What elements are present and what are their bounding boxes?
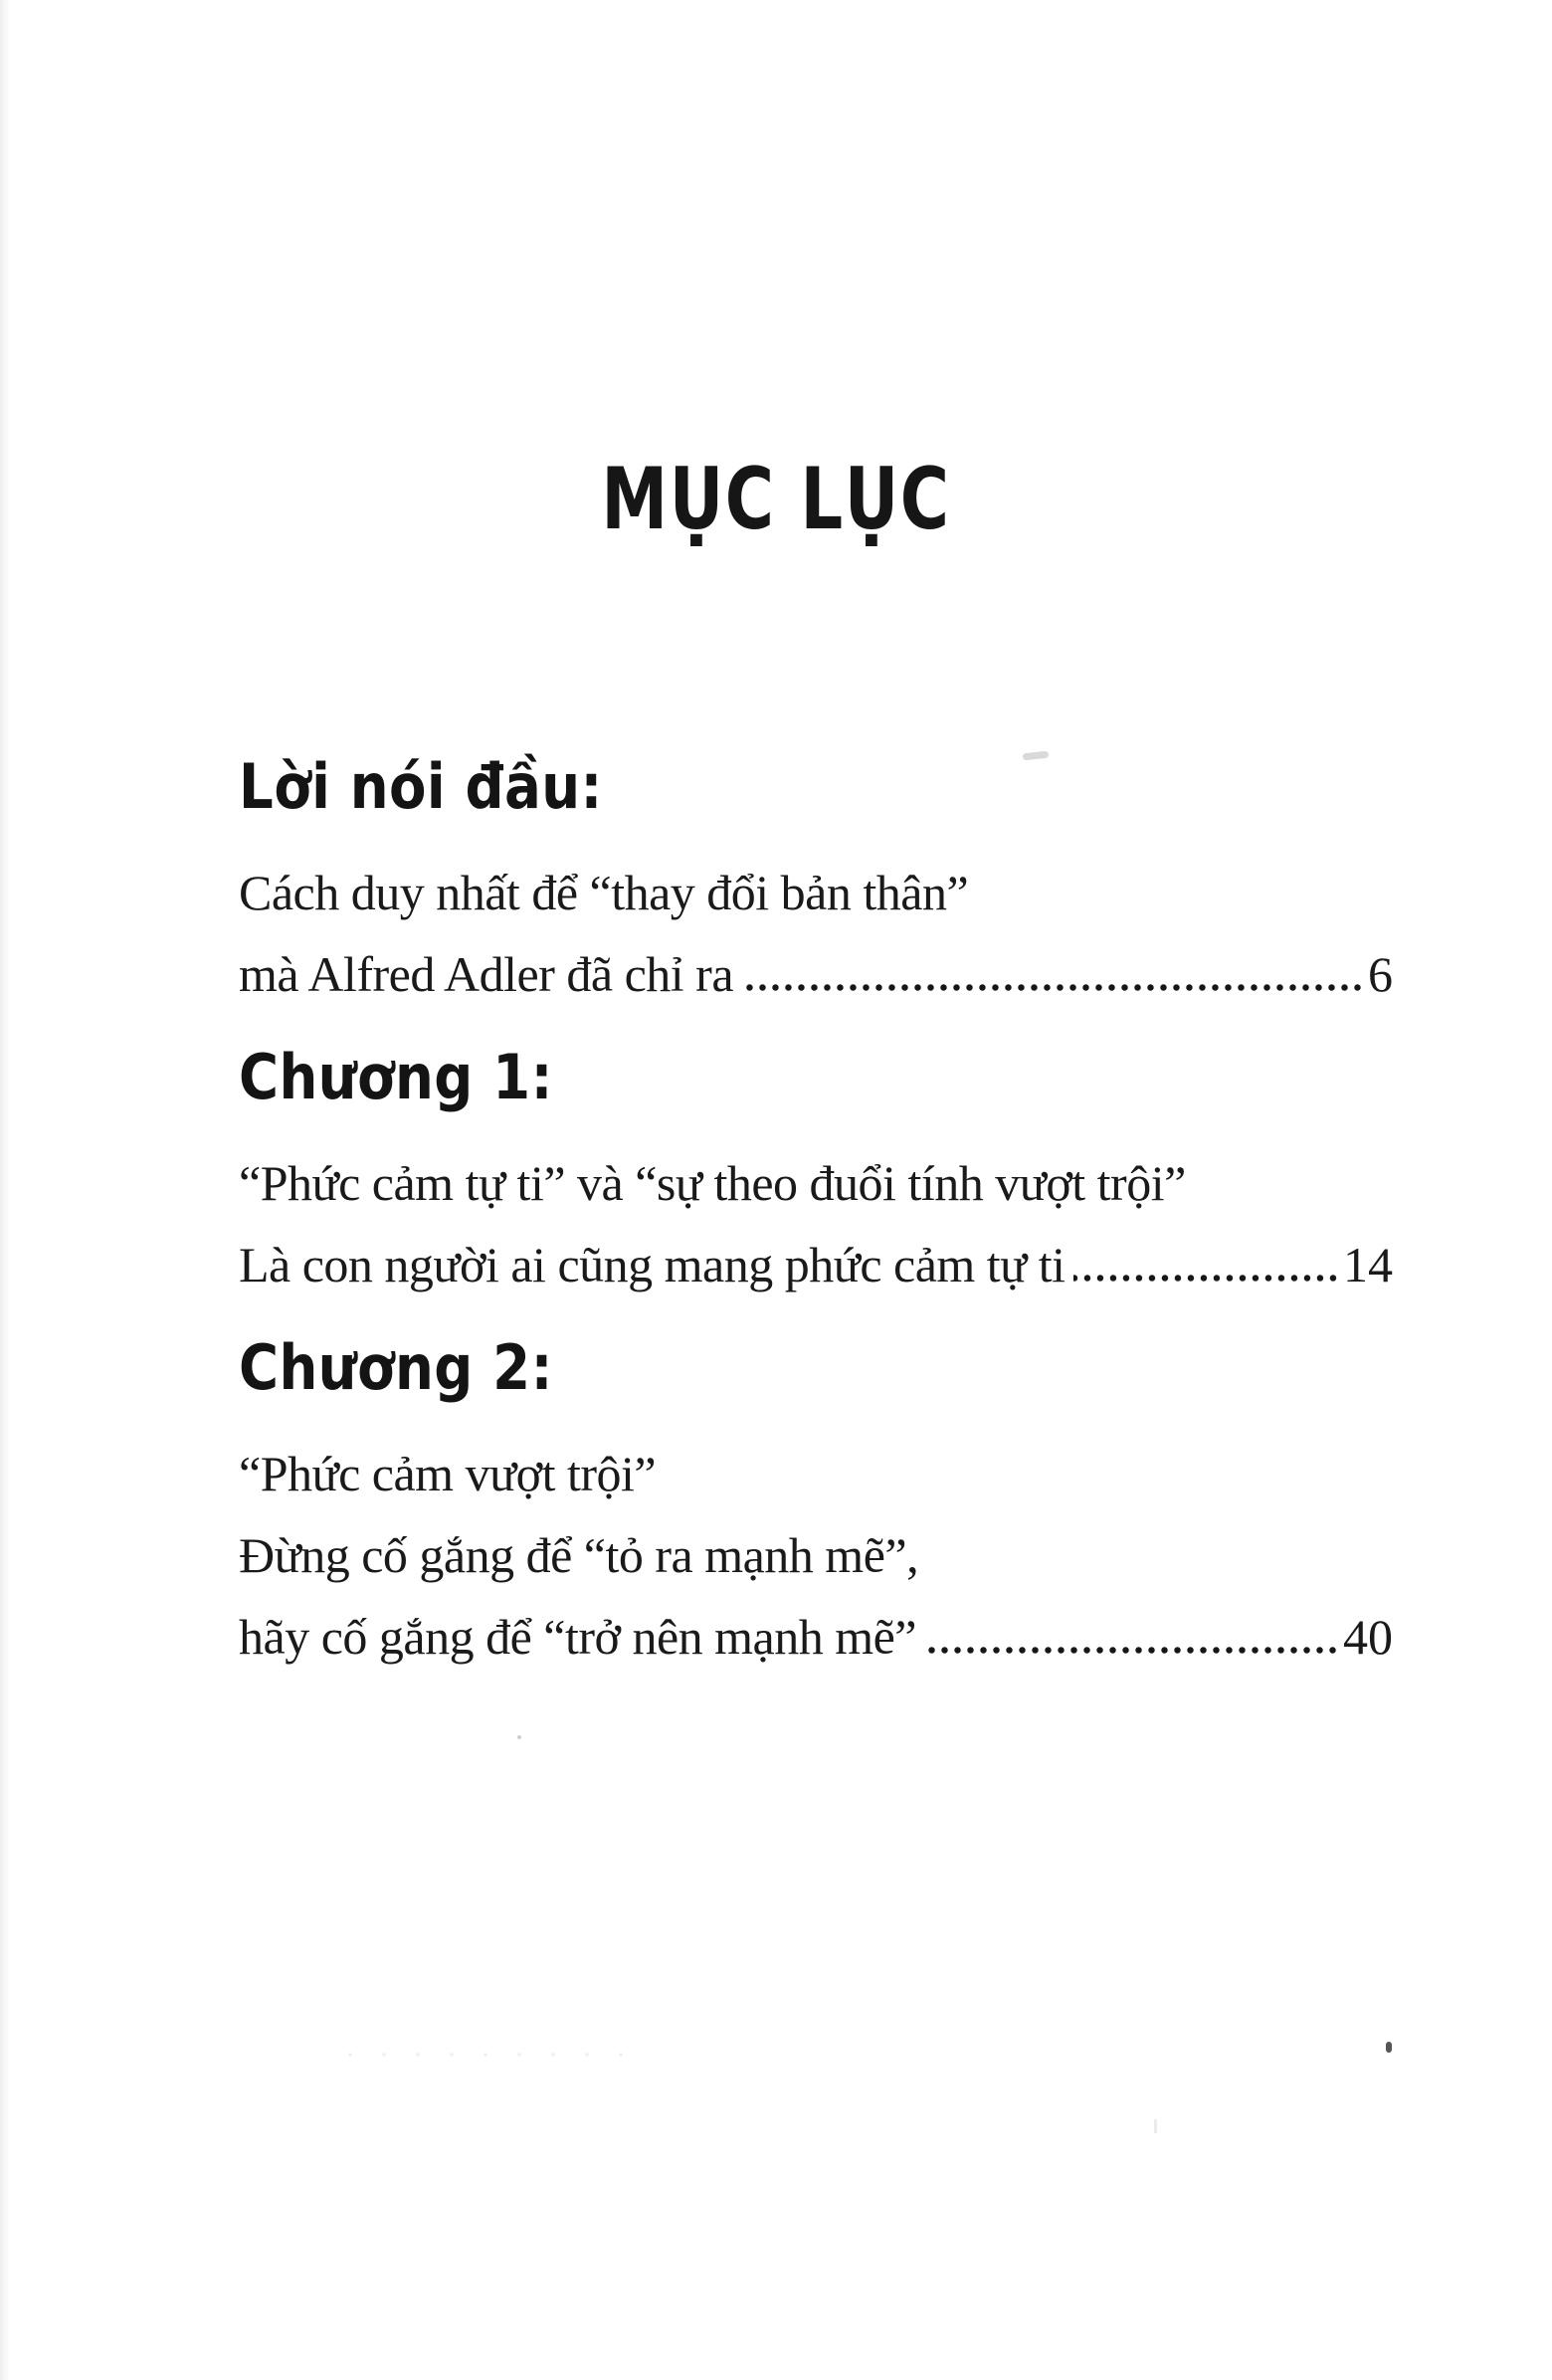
- scan-edge-shadow: [0, 0, 10, 2380]
- scan-artifact: [517, 1735, 521, 1739]
- toc-entry: [239, 1224, 1393, 1305]
- dot-leader: [924, 1647, 1342, 1654]
- scan-artifact: [1154, 2119, 1157, 2133]
- entry-text: “Phức cảm tự ti” và “sự theo đuổi tính vượt trội”: [239, 1155, 1186, 1211]
- toc-entry: [239, 933, 1393, 1015]
- page-title: MỤC LỤC: [601, 450, 951, 549]
- section-entries: [239, 1433, 1393, 1678]
- entry-text: Là con người ai cũng mang phức cảm tự ti: [239, 1237, 1066, 1292]
- scan-artifact: [1386, 2042, 1392, 2053]
- section-heading: Chương 2:: [239, 1331, 553, 1404]
- page-number: 40: [1343, 1609, 1393, 1665]
- page-number: 6: [1368, 946, 1393, 1002]
- entry-text: “Phức cảm vượt trội”: [239, 1446, 657, 1501]
- toc-entry: [239, 1433, 1393, 1514]
- entry-text: hãy cố gắng để “trở nên mạnh mẽ”: [239, 1609, 916, 1665]
- toc-entry: [239, 1596, 1393, 1678]
- scan-artifact: [348, 2052, 647, 2058]
- toc-section-chapter-1: [239, 1041, 1393, 1305]
- section-entries: [239, 1142, 1393, 1305]
- toc-content: [239, 750, 1393, 1678]
- section-heading: Lời nói đầu:: [239, 750, 603, 823]
- dot-leader: [741, 984, 1367, 991]
- entry-text: Đừng cố gắng để “tỏ ra mạnh mẽ”,: [239, 1527, 919, 1583]
- page-number: 14: [1343, 1237, 1393, 1292]
- toc-entry: [239, 852, 1393, 933]
- toc-entry: [239, 1514, 1393, 1596]
- toc-section-chapter-2: [239, 1331, 1393, 1678]
- dot-leader: [1073, 1275, 1342, 1282]
- entry-text: mà Alfred Adler đã chỉ ra: [239, 946, 734, 1002]
- toc-section-preface: [239, 750, 1393, 1015]
- entry-text: Cách duy nhất để “thay đổi bản thân”: [239, 865, 969, 920]
- section-entries: [239, 852, 1393, 1015]
- toc-entry: [239, 1142, 1393, 1224]
- section-heading: Chương 1:: [239, 1041, 553, 1113]
